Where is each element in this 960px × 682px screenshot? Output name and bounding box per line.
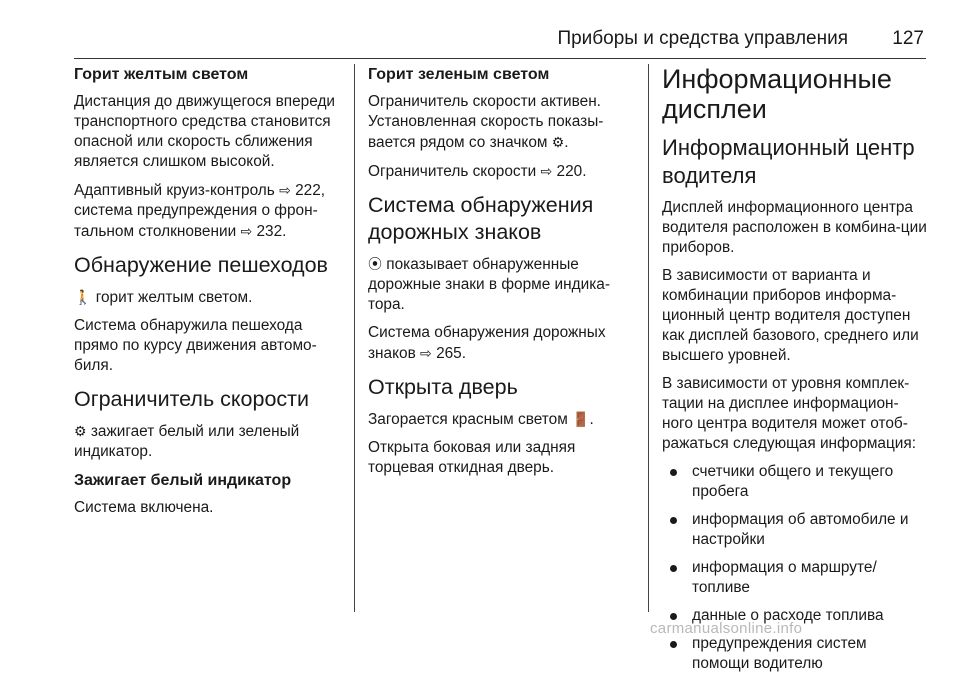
paragraph: Система включена. — [74, 499, 214, 516]
list-item: предупреждения систем помощи водителю — [662, 634, 928, 674]
paragraph: ⦿ показывает обнаруженные дорожные знаки в форме индика-тора. — [368, 256, 610, 313]
page-number: 127 — [892, 28, 924, 49]
heading-door-open: Открыта дверь — [368, 375, 518, 399]
column-left — [74, 64, 346, 526]
paragraph: Система обнаружения дорожных знаков ⇨ 265. — [368, 324, 606, 362]
ref-arrow-icon: ⇨ — [420, 345, 432, 361]
heading-pedestrian-detection: Обнаружение пешеходов — [74, 253, 328, 277]
pedestrian-icon: 🚶 — [74, 289, 92, 305]
paragraph: ⚙ зажигает белый или зеленый индикатор. — [74, 423, 300, 460]
heading-green: Горит зеленым светом — [368, 66, 550, 83]
column-middle — [368, 64, 640, 486]
column-divider — [354, 64, 355, 612]
bullet-icon — [670, 469, 677, 476]
speed-limiter-icon: ⚙ — [74, 423, 87, 439]
bullet-icon — [670, 517, 677, 524]
watermark: carmanualsonline.info — [650, 620, 803, 637]
bullet-icon — [670, 641, 677, 648]
paragraph: Система обнаружила пешехода прямо по курсу движения автомо-биля. — [74, 317, 317, 374]
ref-arrow-icon: ⇨ — [540, 163, 553, 179]
list-item: информация об автомобиле и настройки — [662, 510, 928, 550]
page-ref-link[interactable]: 232 — [256, 223, 283, 240]
page-header — [74, 18, 926, 58]
heading-info-displays: Информационные дисплеи — [662, 64, 892, 124]
page-ref-link[interactable]: 222 — [295, 182, 321, 199]
list-item: счетчики общего и текущего пробега — [662, 462, 928, 502]
bullet-icon — [670, 613, 677, 620]
heading-driver-info-center: Информационный центр водителя — [662, 135, 915, 188]
heading-speed-limiter: Ограничитель скорости — [74, 387, 310, 411]
heading-yellow: Горит желтым светом — [74, 66, 249, 83]
column-right — [662, 64, 928, 682]
column-divider — [648, 64, 649, 612]
ref-arrow-icon: ⇨ — [279, 182, 291, 198]
header-divider — [74, 58, 926, 59]
heading-traffic-sign-recognition: Система обнаружения дорожных знаков — [368, 193, 594, 244]
paragraph: Открыта боковая или задняя торцевая откидная дверь. — [368, 439, 576, 476]
ref-arrow-icon: ⇨ — [240, 223, 253, 239]
paragraph: Загорается красным светом 🚪. — [368, 411, 594, 428]
paragraph: В зависимости от уровня комплек-тации на дисплее информацион-ного центра водителя может отоб-ражаться следующая информация: — [662, 375, 916, 452]
speed-limiter-icon: ⚙ — [551, 134, 565, 150]
door-open-icon: 🚪 — [572, 411, 590, 427]
paragraph-acc-fcw: Адаптивный круиз-контроль ⇨ 222, система предупреждения о фрон-тальном столкновении ⇨ 232. — [74, 182, 326, 240]
page-ref-link[interactable]: 265 — [436, 345, 462, 362]
paragraph: В зависимости от варианта и комбинации приборов информа-ционный центр водителя доступен как дисплей базового, среднего или высшего уровней. — [662, 267, 919, 364]
traffic-sign-icon: ⦿ — [368, 256, 382, 272]
paragraph: Дисплей информационного центра водителя расположен в комбина-ции приборов. — [662, 199, 927, 256]
heading-white-indicator: Зажигает белый индикатор — [74, 472, 292, 489]
page-ref-link[interactable]: 220 — [556, 163, 583, 180]
list-item: информация о маршруте/ топливе — [662, 558, 928, 598]
paragraph: Ограничитель скорости ⇨ 220. — [368, 163, 587, 180]
paragraph: 🚶 горит желтым светом. — [74, 289, 253, 306]
paragraph: Ограничитель скорости активен. Установленная скорость показы-вается рядом со значком ⚙. — [368, 93, 604, 151]
info-list — [662, 462, 928, 674]
bullet-icon — [670, 565, 677, 572]
paragraph: Дистанция до движущегося впереди транспортного средства становится опасной или скорость сближения является слишком высокой. — [74, 93, 336, 170]
chapter-title: Приборы и средства управления — [557, 28, 848, 49]
list-item: данные о расходе топлива — [662, 606, 928, 626]
